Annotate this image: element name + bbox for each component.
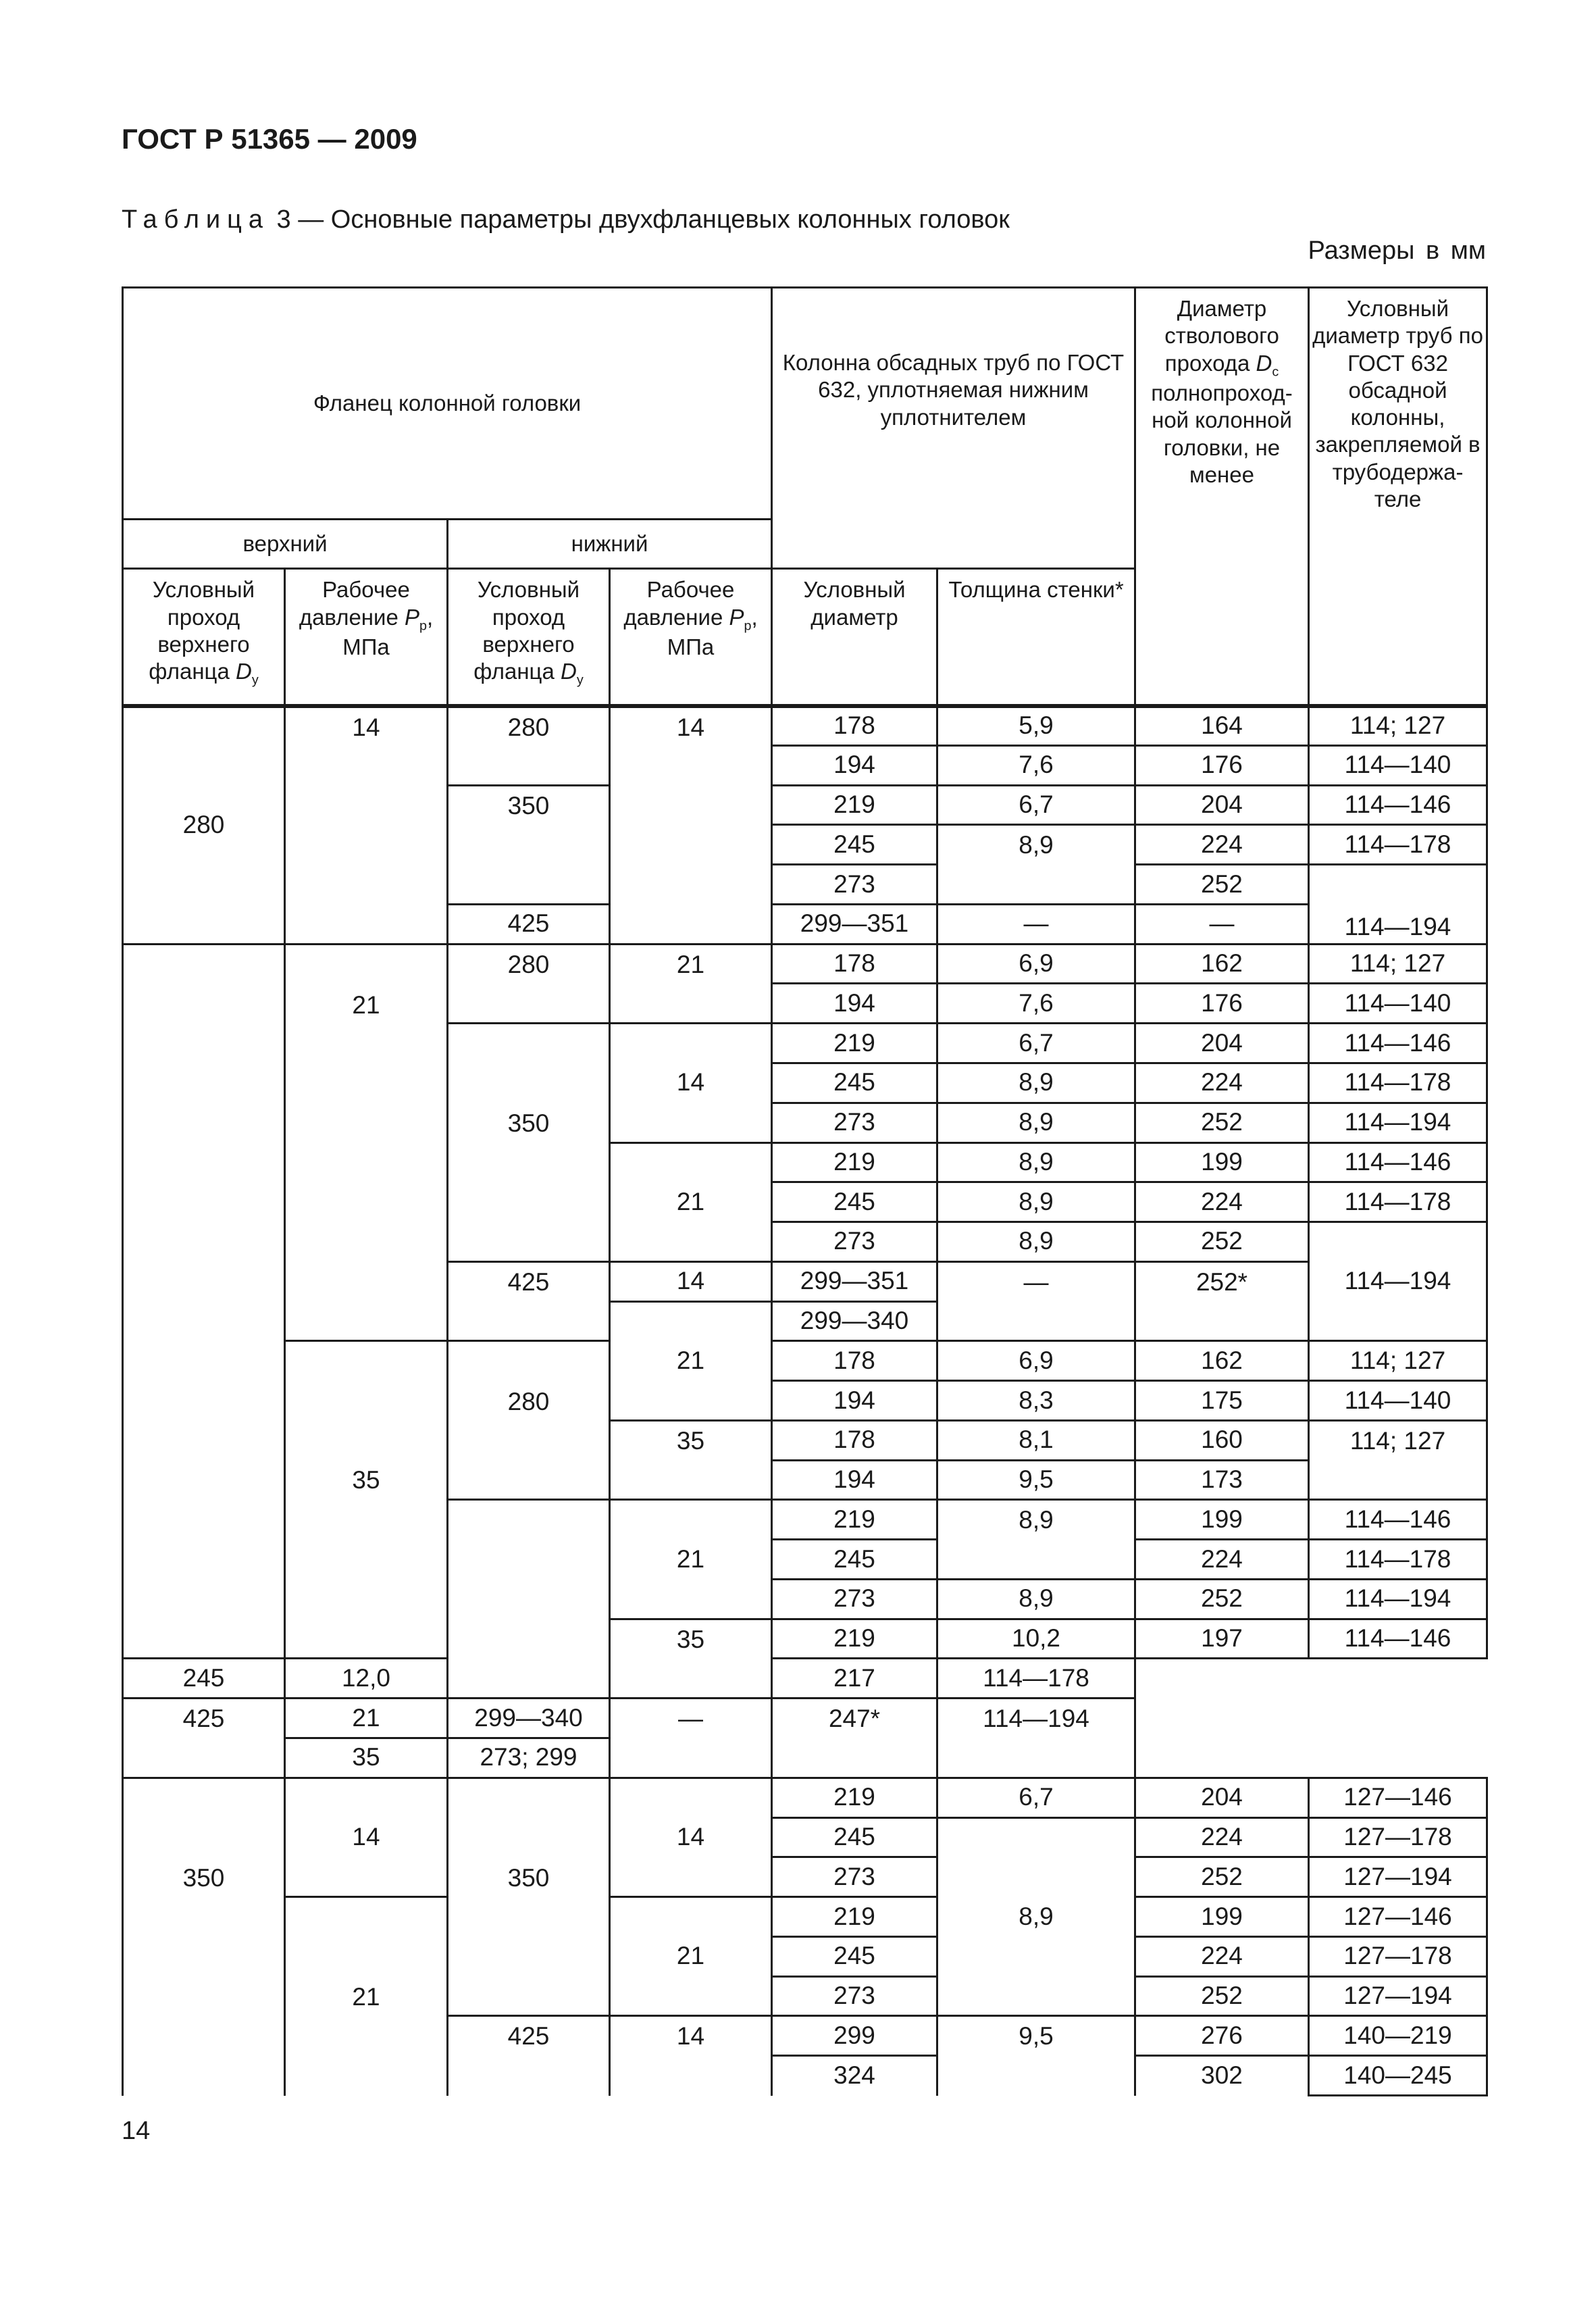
header-casing: Колонна обсадных труб по ГОСТ 632, уплотняемая нижним уплотнителем xyxy=(772,288,1135,569)
table-cell: 8,9 xyxy=(937,1222,1135,1262)
table-cell: 14 xyxy=(285,706,448,945)
table-cell: 127—194 xyxy=(1309,1976,1487,2016)
table-cell: 245 xyxy=(772,825,937,865)
table-cell: 8,3 xyxy=(937,1381,1135,1421)
table-cell: — xyxy=(937,1261,1135,1341)
table-cell: 127—146 xyxy=(1309,1778,1487,1817)
table-cell: 114—146 xyxy=(1309,1619,1487,1659)
table-cell: 273 xyxy=(772,1857,937,1897)
table-cell: 14 xyxy=(610,1778,772,1896)
units-note: Размеры в мм xyxy=(1308,236,1486,265)
table-cell: — xyxy=(1135,904,1309,944)
table-cell: 350 xyxy=(448,1778,610,2016)
page-number: 14 xyxy=(122,2117,151,2145)
table-title-prefix: Таблица xyxy=(122,205,269,234)
table-cell: 204 xyxy=(1135,785,1309,825)
table-cell: 245 xyxy=(772,1817,937,1857)
table-cell: 324 xyxy=(772,2056,937,2096)
table-cell: 175 xyxy=(1135,1381,1309,1421)
table-cell: 252 xyxy=(1135,1976,1309,2016)
header-lower: нижний xyxy=(448,520,772,569)
table-cell: 425 xyxy=(448,1261,610,1341)
table-cell: 21 xyxy=(610,1142,772,1261)
table-cell: 252* xyxy=(1135,1261,1309,1341)
table-title xyxy=(122,205,1010,234)
table-cell: 219 xyxy=(772,1024,937,1063)
table-cell: 160 xyxy=(1135,1420,1309,1460)
header-lower-dy: Условный проход верхнего фланца $D_у$ xyxy=(448,569,610,706)
table-cell: 219 xyxy=(772,785,937,825)
table-cell: 12,0 xyxy=(285,1659,448,1699)
table-cell: 245 xyxy=(123,1659,285,1699)
header-casing-diameter: Условный диаметр xyxy=(772,569,937,706)
table-cell: 35 xyxy=(285,1341,448,1659)
table-cell: 21 xyxy=(285,1897,448,2096)
table-cell: 6,7 xyxy=(937,1024,1135,1063)
table-cell: 276 xyxy=(1135,2016,1309,2056)
table-cell-empty xyxy=(448,1500,610,1699)
table-cell: 114—146 xyxy=(1309,1500,1487,1540)
header-casing-wall: Толщина стенки* xyxy=(937,569,1135,706)
table-cell: 114—178 xyxy=(1309,1540,1487,1580)
table-cell: 8,1 xyxy=(937,1420,1135,1460)
table-cell: 114—178 xyxy=(1309,1063,1487,1103)
table-cell: 425 xyxy=(448,2016,610,2096)
table-cell: 273 xyxy=(772,865,937,905)
table-cell: 299—351 xyxy=(772,1261,937,1301)
table-cell: 425 xyxy=(123,1699,285,1778)
table-cell: — xyxy=(610,1699,772,1778)
table-cell: 280 xyxy=(123,706,285,945)
table-cell: 197 xyxy=(1135,1619,1309,1659)
table-cell: 8,9 xyxy=(937,1500,1135,1580)
table-cell: 219 xyxy=(772,1897,937,1937)
table-cell: 162 xyxy=(1135,944,1309,984)
table-cell: 114—194 xyxy=(1309,1103,1487,1142)
header-upper-dy: Условный проход верхнего фланца $D_у$ xyxy=(123,569,285,706)
table-cell: 280 xyxy=(448,1341,610,1500)
table-cell: 224 xyxy=(1135,1817,1309,1857)
table-cell: 273 xyxy=(772,1222,937,1262)
table-cell: 114—178 xyxy=(937,1659,1135,1699)
table-cell: 114—146 xyxy=(1309,785,1487,825)
table-cell: 178 xyxy=(772,1420,937,1460)
parameters-table xyxy=(122,286,1488,2096)
table-cell: 8,9 xyxy=(937,1063,1135,1103)
table-cell: 194 xyxy=(772,1460,937,1500)
table-cell: 114—194 xyxy=(1309,1579,1487,1619)
table-cell: 194 xyxy=(772,745,937,785)
table-cell: 219 xyxy=(772,1778,937,1817)
table-cell: 224 xyxy=(1135,825,1309,865)
table-cell: 199 xyxy=(1135,1897,1309,1937)
table-cell: 114—140 xyxy=(1309,1381,1487,1421)
table-cell: 14 xyxy=(285,1778,448,1896)
table-cell: 224 xyxy=(1135,1063,1309,1103)
table-cell: 127—146 xyxy=(1309,1897,1487,1937)
table-cell: 252 xyxy=(1135,1222,1309,1262)
header-hanger-pipe: Условный диаметр труб по ГОСТ 632 обсадной колонны, закрепляемой в трубодержа-теле xyxy=(1309,288,1487,706)
table-cell: 114; 127 xyxy=(1309,1341,1487,1381)
table-cell: 35 xyxy=(610,1420,772,1500)
table-cell: 252 xyxy=(1135,1857,1309,1897)
table-cell: 21 xyxy=(610,1500,772,1619)
table-cell: 245 xyxy=(772,1936,937,1976)
table-title-text: 3 — Основные параметры двухфланцевых колонных головок xyxy=(269,205,1010,234)
table-cell: 21 xyxy=(285,944,448,1341)
table-cell: 299—351 xyxy=(772,904,937,944)
table-cell: 114—140 xyxy=(1309,984,1487,1024)
header-lower-pressure: Рабочее давление $Р_р$, МПа xyxy=(610,569,772,706)
table-cell: 273 xyxy=(772,1103,937,1142)
table-cell: 114; 127 xyxy=(1309,944,1487,984)
table-cell: 114—178 xyxy=(1309,1182,1487,1222)
table-cell: 14 xyxy=(610,706,772,945)
table-cell: 178 xyxy=(772,1341,937,1381)
table-cell: 252 xyxy=(1135,1103,1309,1142)
table-cell: 14 xyxy=(610,1024,772,1142)
table-cell: 9,5 xyxy=(937,1460,1135,1500)
table-cell: 8,9 xyxy=(937,825,1135,905)
table-cell: 194 xyxy=(772,1381,937,1421)
table-cell: 162 xyxy=(1135,1341,1309,1381)
table-cell: 127—194 xyxy=(1309,1857,1487,1897)
table-cell: 6,9 xyxy=(937,944,1135,984)
table-cell: 273 xyxy=(772,1579,937,1619)
table-cell: 21 xyxy=(610,1897,772,2016)
table-cell: 6,7 xyxy=(937,785,1135,825)
table-cell: 273; 299 xyxy=(448,1738,610,1778)
table-cell: 199 xyxy=(1135,1142,1309,1182)
table-cell: 194 xyxy=(772,984,937,1024)
header-upper-pressure: Рабочее давление $Р_р$, МПа xyxy=(285,569,448,706)
table-cell: 164 xyxy=(1135,706,1309,746)
table-cell: 173 xyxy=(1135,1460,1309,1500)
header-bore-diameter: Диаметр стволового прохода $D_с$ полнопроход-ной колонной головки, не менее xyxy=(1135,288,1309,706)
table-cell: 114—194 xyxy=(1309,865,1487,945)
table-cell: 224 xyxy=(1135,1936,1309,1976)
table-cell: 7,6 xyxy=(937,984,1135,1024)
table-cell: 6,7 xyxy=(937,1778,1135,1817)
table-cell: 219 xyxy=(772,1619,937,1659)
table-cell: 299 xyxy=(772,2016,937,2056)
table-cell: 6,9 xyxy=(937,1341,1135,1381)
document-code: ГОСТ Р 51365 — 2009 xyxy=(122,123,417,155)
table-cell: 21 xyxy=(610,944,772,1024)
table-cell: 7,6 xyxy=(937,745,1135,785)
table-cell: 350 xyxy=(448,1024,610,1262)
table-cell: 114—140 xyxy=(1309,745,1487,785)
table-cell-empty xyxy=(123,944,285,1659)
table-cell: 114; 127 xyxy=(1309,1420,1487,1500)
table-cell: 114—178 xyxy=(1309,825,1487,865)
table-cell: 10,2 xyxy=(937,1619,1135,1659)
table-cell: 8,9 xyxy=(937,1182,1135,1222)
table-cell: 199 xyxy=(1135,1500,1309,1540)
table-cell: 140—245 xyxy=(1309,2056,1487,2096)
table-cell: 176 xyxy=(1135,745,1309,785)
table-cell: 114—194 xyxy=(937,1699,1135,1778)
header-upper: верхний xyxy=(123,520,448,569)
table-cell: 247* xyxy=(772,1699,937,1778)
table-cell: 176 xyxy=(1135,984,1309,1024)
table-cell: 245 xyxy=(772,1182,937,1222)
table-cell: 204 xyxy=(1135,1024,1309,1063)
table-cell: 224 xyxy=(1135,1540,1309,1580)
table-cell: 114; 127 xyxy=(1309,706,1487,746)
table-cell: 35 xyxy=(610,1619,772,1699)
table-cell: 21 xyxy=(610,1301,772,1420)
table-cell: 14 xyxy=(610,2016,772,2096)
table-cell: 114—146 xyxy=(1309,1142,1487,1182)
table-cell: 280 xyxy=(448,944,610,1024)
table-cell: 114—194 xyxy=(1309,1222,1487,1341)
table-cell: 245 xyxy=(772,1540,937,1580)
table-cell: 302 xyxy=(1135,2056,1309,2096)
table-cell: 9,5 xyxy=(937,2016,1135,2096)
table-cell: 224 xyxy=(1135,1182,1309,1222)
table-cell: 21 xyxy=(285,1699,448,1738)
table-cell: 8,9 xyxy=(937,1103,1135,1142)
table-cell: 252 xyxy=(1135,865,1309,905)
table-cell: 204 xyxy=(1135,1778,1309,1817)
table-cell: 140—219 xyxy=(1309,2016,1487,2056)
header-flange: Фланец колонной головки xyxy=(123,288,772,520)
table-cell: 178 xyxy=(772,706,937,746)
table-cell: 245 xyxy=(772,1063,937,1103)
table-cell: 35 xyxy=(285,1738,448,1778)
table-cell: 219 xyxy=(772,1500,937,1540)
table-cell: 14 xyxy=(610,1261,772,1301)
table-cell: 127—178 xyxy=(1309,1817,1487,1857)
table-cell: 217 xyxy=(772,1659,937,1699)
table-cell: 5,9 xyxy=(937,706,1135,746)
table-cell: 8,9 xyxy=(937,1817,1135,2016)
table-cell: 219 xyxy=(772,1142,937,1182)
table-cell: 299—340 xyxy=(448,1699,610,1738)
table-cell: 252 xyxy=(1135,1579,1309,1619)
table-cell: 178 xyxy=(772,944,937,984)
table-cell: 127—178 xyxy=(1309,1936,1487,1976)
table-cell: — xyxy=(937,904,1135,944)
table-cell: 299—340 xyxy=(772,1301,937,1341)
table-cell: 425 xyxy=(448,904,610,944)
table-cell: 273 xyxy=(772,1976,937,2016)
table-cell: 350 xyxy=(123,1778,285,2095)
table-cell: 114—146 xyxy=(1309,1024,1487,1063)
table-cell: 8,9 xyxy=(937,1579,1135,1619)
table-cell: 350 xyxy=(448,785,610,904)
table-cell: 8,9 xyxy=(937,1142,1135,1182)
table-cell: 280 xyxy=(448,706,610,786)
